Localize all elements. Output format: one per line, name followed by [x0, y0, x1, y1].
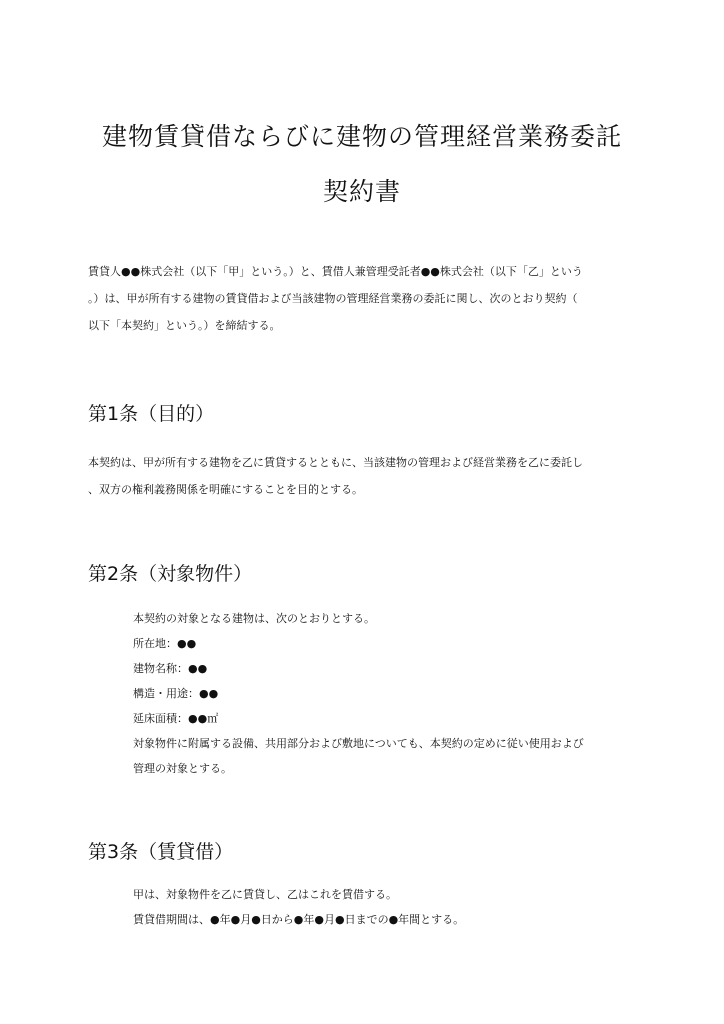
article-3-line: 賃貸借期間は、●年●月●日から●年●月●日までの●年間とする。 — [133, 913, 465, 926]
article-2-line: 建物名称：●● — [133, 662, 208, 675]
article-2-line: 本契約の対象となる建物は、次のとおりとする。 — [133, 612, 375, 625]
document-title-line-1: 建物賃貸借ならびに建物の管理経営業務委託 — [101, 122, 622, 151]
article-2-line: 対象物件に附属する設備、共用部分および敷地についても、本契約の定めに従い使用および — [133, 737, 584, 750]
article-3-line: 甲は、対象物件を乙に賃貸し、乙はこれを賃借する。 — [133, 888, 397, 901]
article-2-line: 構造・用途：●● — [133, 687, 219, 700]
article-2-heading: 第2条（対象物件） — [88, 563, 253, 585]
document-title-line-2: 契約書 — [322, 177, 401, 206]
article-1-line: 、双方の権利義務関係を明確にすることを目的とする。 — [88, 483, 363, 496]
preamble-line: 。）は、甲が所有する建物の賃貸借および当該建物の管理経営業務の委託に関し、次のとおり契約（ — [88, 292, 578, 305]
article-1-line: 本契約は、甲が所有する建物を乙に賃貸するとともに、当該建物の管理および経営業務を乙に委託し — [88, 456, 583, 469]
preamble-line: 以下「本契約」という。）を締結する。 — [88, 319, 281, 332]
article-2-line: 所在地：●● — [133, 637, 197, 650]
preamble-line: 賃貸人●●株式会社（以下「甲」という。）と、賃借人兼管理受託者●●株式会社（以下「乙」という — [88, 265, 583, 278]
article-3-heading: 第3条（賃貸借） — [88, 841, 234, 863]
article-1-heading: 第1条（目的） — [88, 403, 215, 425]
article-2-line: 管理の対象とする。 — [133, 762, 232, 775]
article-2-line: 延床面積：●●㎡ — [133, 712, 219, 725]
